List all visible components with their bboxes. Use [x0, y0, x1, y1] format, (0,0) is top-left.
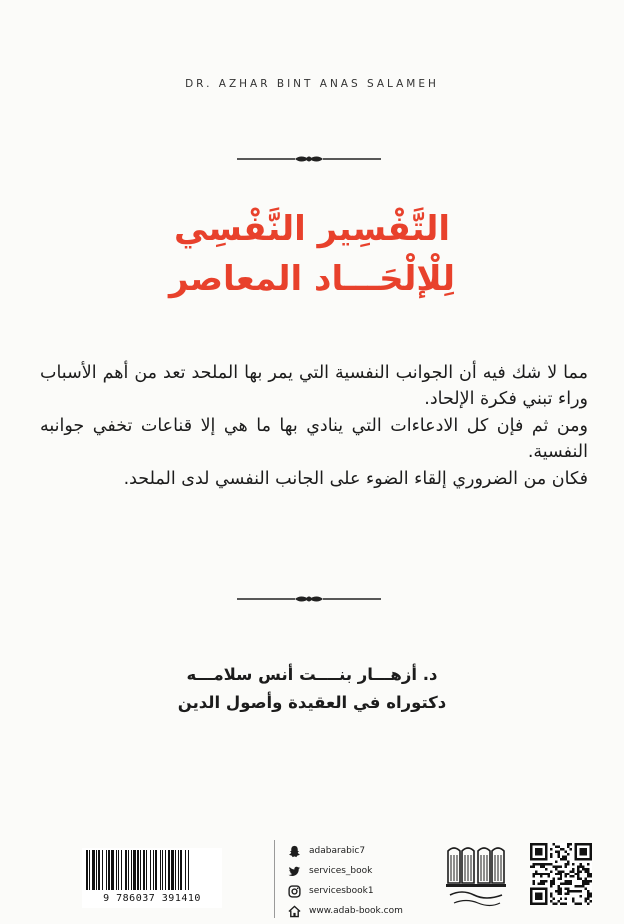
social-link-snapchat[interactable]: [287, 841, 427, 861]
author-name-english: DR. AZHAR BINT ANAS SALAMEH: [185, 78, 439, 90]
snapchat-icon: [287, 844, 301, 858]
blurb-paragraph: ومن ثم فإن كل الادعاءات التي ينادي بها ما هي إلا قناعات تخفي جوانبه النفسية.: [40, 415, 588, 463]
twitter-icon: [287, 864, 301, 878]
blurb-text: [40, 360, 588, 492]
home-icon: [287, 904, 301, 918]
qr-code: [530, 843, 592, 905]
blurb-paragraph: فكان من الضروري إلقاء الضوء على الجانب النفسي لدى الملحد.: [123, 468, 588, 489]
social-label: servicesbook1: [309, 886, 374, 896]
book-title-line-2: لِلْإلْحَـــاد المعاصر: [169, 259, 455, 299]
author-degree: دكتوراه في العقيدة وأصول الدين: [177, 693, 447, 712]
social-label: services_book: [309, 866, 373, 876]
social-links: [287, 841, 427, 921]
instagram-icon: [287, 884, 301, 898]
ornament-divider-top: [237, 152, 381, 166]
social-link-website[interactable]: [287, 901, 427, 921]
author-name-arabic: د. أزهـــار بنــــت أنس سلامـــه: [186, 665, 438, 684]
publisher-logo: [444, 843, 510, 913]
book-title-line-1: التَّفْسِير النَّفْسِي: [173, 209, 450, 249]
blurb-paragraph: مما لا شك فيه أن الجوانب النفسية التي يمر بها الملحد تعد من أهم الأسباب وراء تبني فكرة الإلحاد.: [40, 363, 588, 410]
social-label: www.adab-book.com: [309, 906, 403, 916]
social-link-instagram[interactable]: [287, 881, 427, 901]
social-label: adabarabic7: [309, 846, 366, 856]
ornament-divider-bottom: [237, 592, 381, 606]
vertical-divider: [274, 840, 275, 918]
isbn-number: 9 786037 391410: [103, 893, 201, 904]
social-link-twitter[interactable]: [287, 861, 427, 881]
